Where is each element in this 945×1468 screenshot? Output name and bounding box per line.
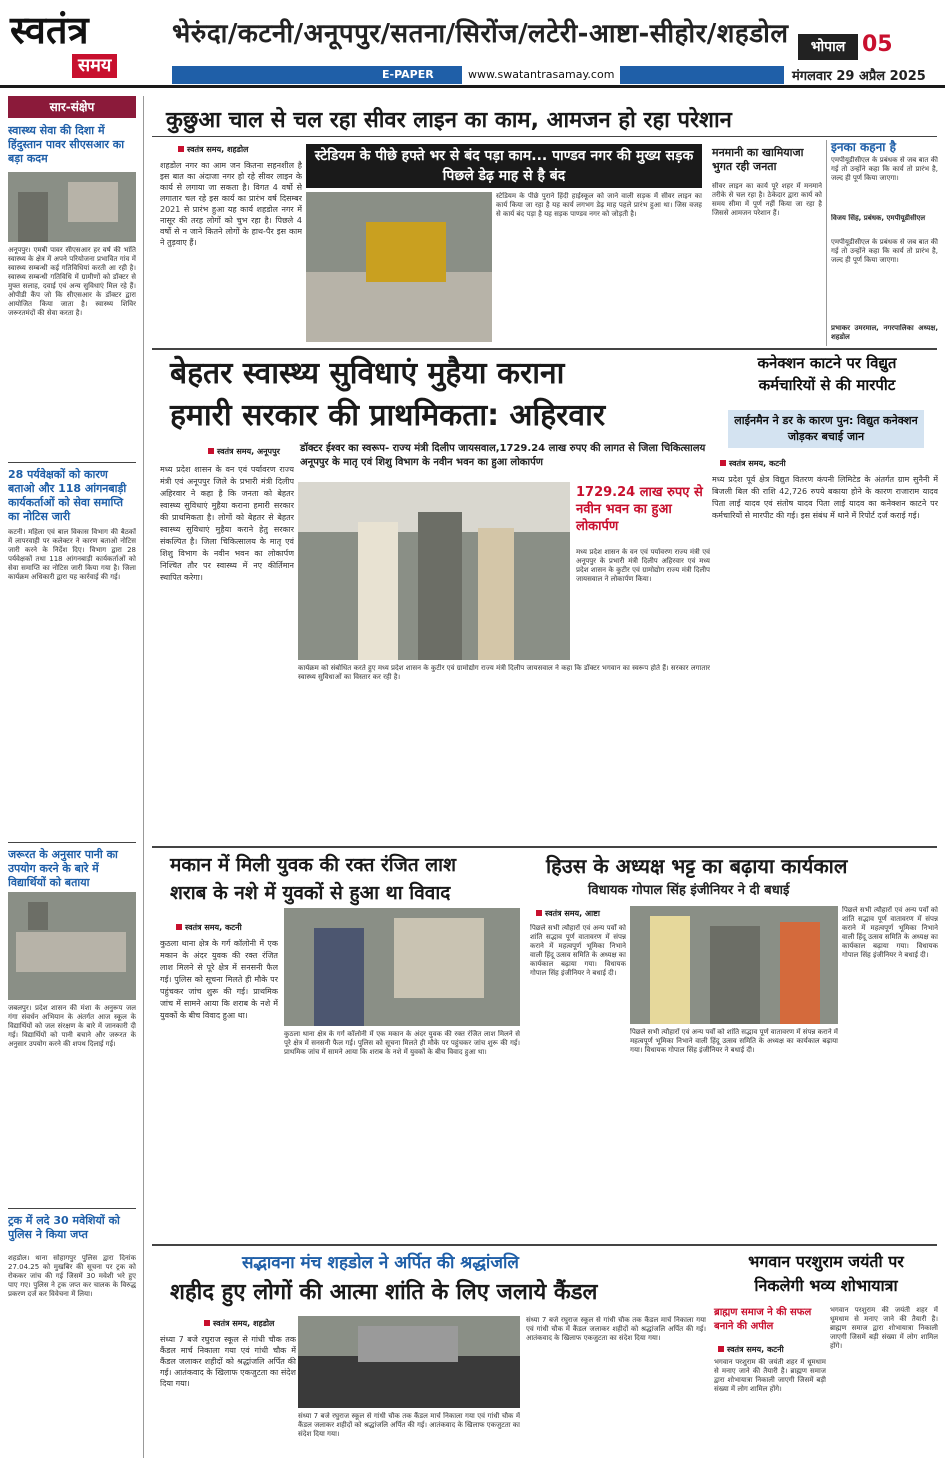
story-2-byline: स्वतंत्र समय, अनूपपुर bbox=[208, 446, 280, 457]
story-2-body-3: कार्यक्रम को संबोधित करते हुए मध्य प्रदेश शासन के कुटीर एवं ग्रामोद्योग राज्य मंत्री दिलीप जायसवाल ने कहा कि डॉक्टर भगवान का स्वरूप होते हैं। सरकार लगातार स्वास्थ्य सुविधाओं का विस्तार कर रही है। bbox=[298, 664, 710, 681]
quote-name-2: प्रभाकर उमरमाल, नगरपालिका अध्यक्ष, शहडोल bbox=[831, 324, 938, 341]
quote-text-2: एमपीयूडीसीएल के प्रबंधक से जब बात की गई तो उन्होंने कहा कि कार्य तो प्रारंभ है, जल्द ही पूर्ण किया जाएगा। bbox=[831, 238, 938, 264]
story-4-headline-line-1[interactable]: मकान में मिली युवक की रक्त रंजित लाश bbox=[170, 854, 456, 876]
story-3-headline-line-2: कर्मचारियों से की मारपीट bbox=[758, 376, 896, 394]
edition-city: भोपाल bbox=[798, 34, 858, 60]
story-2-body: मध्य प्रदेश शासन के वन एवं पर्यावरण राज्य मंत्री एवं अनूपपुर जिले के प्रभारी मंत्री दिलीप अहिरवार ने कहा है कि जनता को बेहतर स्वास्थ्य सुविधाएं मुहैया कराना हमारी सरकार की प्राथमिकता है। लोगों को बेहतर से बेहतर स्वास्थ्य सुविधाएं मुहैया कराने हेतु सरकार संकल्पित है। जिला चिकित्सालय के मातृ एवं शिशु विभाग के नवीन भवन का लोकार्पण निश्चित तौर पर स्वास्थ्य में नए कीर्तिमान स्थापित करेगा। bbox=[160, 465, 294, 582]
digest-story-2-text: कटनी। महिला एवं बाल विकास विभाग की बैठकों में लापरवाही पर कलेक्टर ने कारण बताओ नोटिस जारी करने के निर्देश दिए। विभाग द्वारा 28 पर्यवेक्षकों तथा 118 आंगनबाड़ी कार्यकर्ताओं को सेवा समाप्ति का नोटिस जारी किया गया है। जिला कार्यक्रम अधिकारी द्वारा यह कार्रवाई की गई। bbox=[8, 528, 136, 581]
story-6-headline[interactable]: शहीद हुए लोगों की आत्मा शांति के लिए जलाये कैंडल bbox=[170, 1280, 598, 1305]
story-5-body-2: पिछले सभी त्यौहारों एवं अन्य पर्वों को शांति सद्भाव पूर्ण वातावरण में संपन्न कराने में महत्वपूर्ण भूमिका निभाने वाली हिंदू उत्सव समिति के अध्यक्ष का कार्यकाल बढ़ाया गया। विधायक गोपाल सिंह इंजीनियर ने बधाई दी। bbox=[630, 1028, 838, 1054]
story-1-side-headline: मनमानी का खामियाजा भुगत रही जनता bbox=[712, 146, 804, 173]
digest-story-3-photo bbox=[8, 892, 136, 1000]
divider bbox=[152, 846, 937, 848]
story-2-photo bbox=[298, 482, 570, 660]
story-6-photo bbox=[298, 1316, 520, 1408]
issue-date: मंगलवार 29 अप्रैल 2025 bbox=[792, 69, 926, 84]
sidebar-digest bbox=[8, 96, 144, 1458]
story-4-photo bbox=[284, 908, 520, 1026]
story-5-body-3: पिछले सभी त्यौहारों एवं अन्य पर्वों को शांति सद्भाव पूर्ण वातावरण में संपन्न कराने में महत्वपूर्ण भूमिका निभाने वाली हिंदू उत्सव समिति के अध्यक्ष का कार्यकाल बढ़ाया गया। विधायक गोपाल सिंह इंजीनियर ने बधाई दी। bbox=[842, 906, 938, 959]
divider bbox=[152, 348, 937, 350]
story-7-body-2: भगवान परशुराम की जयंती शहर में धूमधाम से मनाए जाने की तैयारी है। ब्राह्मण समाज द्वारा शोभायात्रा निकाली जाएगी जिसमें बड़ी संख्या में लोग शामिल होंगे। bbox=[830, 1306, 938, 1350]
quote-name-1: विजय सिंह, प्रबंधक, एमपीयूडीसीएल bbox=[831, 214, 926, 222]
story-6-body-3: संध्या 7 बजे रघुराज स्कूल से गांधी चौक तक कैंडल मार्च निकाला गया एवं गांधी चौक में कैंडल जलाकर शहीदों को श्रद्धांजलि अर्पित की गई। आतंकवाद के खिलाफ एकजुटता का संदेश दिया गया। bbox=[526, 1316, 706, 1342]
story-1-body-2: स्टेडियम के पीछे पुराने हिंदी हाईस्कूल को जाने वाली सड़क में सीवर लाइन का कार्य किया जा रहा है यह कार्य लगभग डेढ़ माह पहले प्रारंभ हुआ था। जिस वजह से कार्य बंद पड़ा है यह सड़क पाण्डव नगर को जोड़ती है। bbox=[496, 192, 702, 218]
story-7-headline-line-2: निकलेगी भव्य शोभायात्रा bbox=[754, 1276, 898, 1295]
digest-title: सार-संक्षेप bbox=[8, 96, 136, 118]
story-1-quote-box bbox=[826, 140, 938, 346]
story-3-headline[interactable] bbox=[716, 352, 938, 404]
logo-bottom-text: समय bbox=[72, 54, 117, 78]
story-2-inset-text: मध्य प्रदेश शासन के वन एवं पर्यावरण राज्य मंत्री एवं अनूपपुर के प्रभारी मंत्री दिलीप अहिरवार एवं मध्य प्रदेश शासन के कुटीर एवं ग्रामोद्योग राज्य मंत्री दिलीप जायसवाल ने लोकार्पण किया। bbox=[576, 548, 710, 583]
digest-story-3-headline[interactable]: जरूरत के अनुसार पानी का उपयोग करने के बारे में विद्यार्थियों को बताया bbox=[8, 848, 118, 889]
story-7-byline: स्वतंत्र समय, कटनी bbox=[718, 1344, 784, 1355]
digest-story-1-headline[interactable]: स्वास्थ्य सेवा की दिशा में हिंदुस्तान पावर सीएसआर का बड़ा कदम bbox=[8, 124, 125, 165]
story-4-body-2: कुठला थाना क्षेत्र के गर्ग कॉलोनी में एक मकान के अंदर युवक की रक्त रंजित लाश मिलने से पूरे क्षेत्र में सनसनी फैल गई। पुलिस को सूचना मिलते ही मौके पर पहुंचकर जांच शुरू की गई। प्राथमिक जांच में सामने आया कि शराब के नशे में युवकों के बीच विवाद हुआ था। bbox=[284, 1030, 520, 1056]
story-6-body: संध्या 7 बजे रघुराज स्कूल से गांधी चौक तक कैंडल मार्च निकाला गया एवं गांधी चौक में कैंडल जलाकर शहीदों को श्रद्धांजलि अर्पित की गई। आतंकवाद के खिलाफ एकजुटता का संदेश दिया गया। bbox=[160, 1335, 296, 1388]
epaper-bar bbox=[172, 66, 784, 84]
page-number: 05 bbox=[862, 32, 893, 57]
story-3-byline: स्वतंत्र समय, कटनी bbox=[720, 458, 786, 469]
story-3-body: मध्य प्रदेश पूर्व क्षेत्र विद्युत वितरण कंपनी लिमिटेड के अंतर्गत ग्राम सुनैनी में बिजली बिल की राशि 42,726 रुपये बकाया होने के कारण राजाराम यादव पिता लाई यादव एवं संतोष यादव पिता लाई यादव का कनेक्शन काटने पर कर्मचारियों से मारपीट की गई। इस संबंध में थाने में रिपोर्ट दर्ज कराई गई। bbox=[712, 475, 938, 520]
quote-heading: इनका कहना है bbox=[831, 140, 896, 154]
story-4-headline-line-2[interactable]: शराब के नशे में युवकों से हुआ था विवाद bbox=[170, 882, 451, 904]
story-5-headline[interactable]: हिउस के अध्यक्ष भट्ट का बढ़ाया कार्यकाल bbox=[546, 854, 848, 878]
story-7-headline-line-1: भगवान परशुराम जयंती पर bbox=[748, 1252, 904, 1271]
story-5-photo bbox=[630, 906, 838, 1024]
story-4-byline: स्वतंत्र समय, कटनी bbox=[176, 922, 242, 933]
divider bbox=[8, 462, 136, 463]
digest-story-4-headline[interactable]: ट्रक में लदे 30 मवेशियों को पुलिस ने किया जप्त bbox=[8, 1214, 120, 1241]
masthead bbox=[0, 0, 945, 88]
divider bbox=[152, 1244, 937, 1246]
divider bbox=[8, 842, 136, 843]
story-6-body-2: संध्या 7 बजे रघुराज स्कूल से गांधी चौक तक कैंडल मार्च निकाला गया एवं गांधी चौक में कैंडल जलाकर शहीदों को श्रद्धांजलि अर्पित की गई। आतंकवाद के खिलाफ एकजुटता का संदेश दिया गया। bbox=[298, 1412, 520, 1438]
story-7-subhead: ब्राह्मण समाज ने की सफल बनाने की अपील bbox=[714, 1307, 812, 1332]
story-2-subhead: डॉक्टर ईश्वर का स्वरूप- राज्य मंत्री दिलीप जायसवाल,1729.24 लाख रुपए की लागत से जिला चिकित्सालय अनूपपुर के मातृ एवं शिशु विभाग के नवीन भवन का हुआ लोकार्पण bbox=[300, 443, 706, 468]
story-3-subhead: लाईनमैन ने डर के कारण पुन: विद्युत कनेक्शन जोड़कर बचाई जान bbox=[728, 410, 924, 448]
digest-story-3-text: जबलपुर। प्रदेश शासन की मंशा के अनुरूप जल गंगा संवर्धन अभियान के अंतर्गत आज स्कूल के विद्यार्थियों को जल संरक्षण के बारे में जानकारी दी गई। विद्यार्थियों को पानी बचाने और जरूरत के अनुसार उपयोग करने की शपथ दिलाई गई। bbox=[8, 1004, 136, 1048]
story-1-headline[interactable]: कुछुआ चाल से चल रहा सीवर लाइन का काम, आमजन हो रहा परेशान bbox=[166, 108, 732, 133]
story-2-headline-line-1[interactable]: बेहतर स्वास्थ्य सुविधाएं मुहैया कराना bbox=[170, 356, 565, 391]
story-1-body: शहडोल नगर का आम जन कितना सहनशील है इस बात का अंदाजा नगर हो रहे सीवर लाइन के कार्य से लगाया जा सकता है। विगत 4 वर्षो से लगातार चल रहे इस कार्य का प्रारंभ वर्ष दिसम्बर 2021 से प्रारंभ हुआ यह कार्य शहडोल नगर में नासूर की तरह लोगों को चुभ रहा है। पिछले 4 वर्षो से न जाने कितने लोगों के हाथ-पैर इस काम ने तुड़वाए हैं। bbox=[160, 161, 302, 247]
quote-text: एमपीयूडीसीएल के प्रबंधक से जब बात की गई तो उन्होंने कहा कि कार्य तो प्रारंभ है, जल्द ही पूर्ण किया जाएगा। bbox=[831, 156, 938, 182]
story-3-headline-line-1: कनेक्शन काटने पर विद्युत bbox=[757, 354, 897, 372]
story-5-byline: स्वतंत्र समय, आष्टा bbox=[536, 908, 600, 919]
story-1-byline: स्वतंत्र समय, शहडोल bbox=[178, 144, 248, 155]
story-1-photo bbox=[306, 192, 492, 342]
newspaper-logo[interactable] bbox=[10, 8, 160, 82]
story-2-inset-headline: 1729.24 लाख रुपए से नवीन भवन का हुआ लोकार्पण bbox=[576, 485, 703, 534]
story-2-headline-line-2[interactable]: हमारी सरकार की प्राथमिकता: अहिरवार bbox=[170, 398, 606, 433]
divider bbox=[8, 1208, 136, 1209]
divider bbox=[152, 136, 937, 137]
story-6-byline: स्वतंत्र समय, शहडोल bbox=[204, 1318, 274, 1329]
story-7-headline[interactable] bbox=[714, 1250, 938, 1302]
story-1-subhead: स्टेडियम के पीछे हफ्ते भर से बंद पड़ा काम... पाण्डव नगर की मुख्य सड़क पिछले डेढ़ माह से है बंद bbox=[306, 144, 702, 188]
story-1-side-text: सीवर लाइन का कार्य पूरे शहर में मनमाने तरीके से चल रहा है। ठेकेदार द्वारा कार्य को समय सीमा में पूर्ण नहीं किया जा रहा है जिससे आमजन परेशान हैं। bbox=[712, 182, 822, 217]
epaper-label: E-PAPER bbox=[382, 68, 434, 81]
digest-story-2-headline[interactable]: 28 पर्यवेक्षकों को कारण बताओ और 118 आंगनबाड़ी कार्यकर्ताओं को सेवा समाप्ति का नोटिस जारी bbox=[8, 468, 127, 523]
story-5-subhead: विधायक गोपाल सिंह इंजीनियर ने दी बधाई bbox=[588, 883, 790, 898]
digest-story-1-photo bbox=[8, 172, 136, 242]
website-link[interactable]: www.swatantrasamay.com bbox=[462, 66, 620, 84]
story-4-body: कुठला थाना क्षेत्र के गर्ग कॉलोनी में एक मकान के अंदर युवक की रक्त रंजित लाश मिलने से पूरे क्षेत्र में सनसनी फैल गई। पुलिस को सूचना मिलते ही मौके पर पहुंचकर जांच शुरू की गई। प्राथमिक जांच में सामने आया कि शराब के नशे में युवकों के बीच विवाद हुआ था। bbox=[160, 939, 278, 1020]
digest-story-1-text: अनूपपुर। एमबी पावर सीएसआर हर वर्ष की भांति स्वास्थ्य के क्षेत्र में अपने परियोजना प्रभावित गांव में स्वास्थ्य सम्बन्धी कई गतिविधियां करती आ रही है। स्वास्थ्य सम्बन्धी गतिविधि में ग्रामीणों को डॉक्टर से मुफ्त सलाह, दवाई एवं अन्य सुविधाएं मिल रहे हैं। ओपीडी कैंप जो कि सीएसआर के डॉक्टर द्वारा आयोजित किया जाता है। स्वास्थ्य शिविर जरूरतमंदों की सेवा करता है। bbox=[8, 246, 136, 317]
story-5-body: पिछले सभी त्यौहारों एवं अन्य पर्वों को शांति सद्भाव पूर्ण वातावरण में संपन्न कराने में महत्वपूर्ण भूमिका निभाने वाली हिंदू उत्सव समिति के अध्यक्ष का कार्यकाल बढ़ाया गया। विधायक गोपाल सिंह इंजीनियर ने बधाई दी। bbox=[530, 924, 626, 977]
region-title: भेरुंदा/कटनी/अनूपपुर/सतना/सिरोंज/लटेरी-आष्टा-सीहोर/शहडोल bbox=[172, 19, 789, 49]
story-6-kicker: सद्भावना मंच शहडोल ने अर्पित की श्रद्धांजलि bbox=[242, 1253, 519, 1273]
logo-top-text: स्वतंत्र bbox=[10, 7, 89, 52]
digest-story-4-text: शहडोल। थाना सोहागपुर पुलिस द्वारा दिनांक 27.04.25 को मुखबिर की सूचना पर ट्रक को रोककर जांच की गई जिसमें 30 मवेशी भरे हुए पाए गए। पुलिस ने ट्रक जप्त कर चालक के विरुद्ध प्रकरण दर्ज कर विवेचना में लिया। bbox=[8, 1254, 136, 1298]
story-7-body: भगवान परशुराम की जयंती शहर में धूमधाम से मनाए जाने की तैयारी है। ब्राह्मण समाज द्वारा शोभायात्रा निकाली जाएगी जिसमें बड़ी संख्या में लोग शामिल होंगे। bbox=[714, 1358, 826, 1393]
